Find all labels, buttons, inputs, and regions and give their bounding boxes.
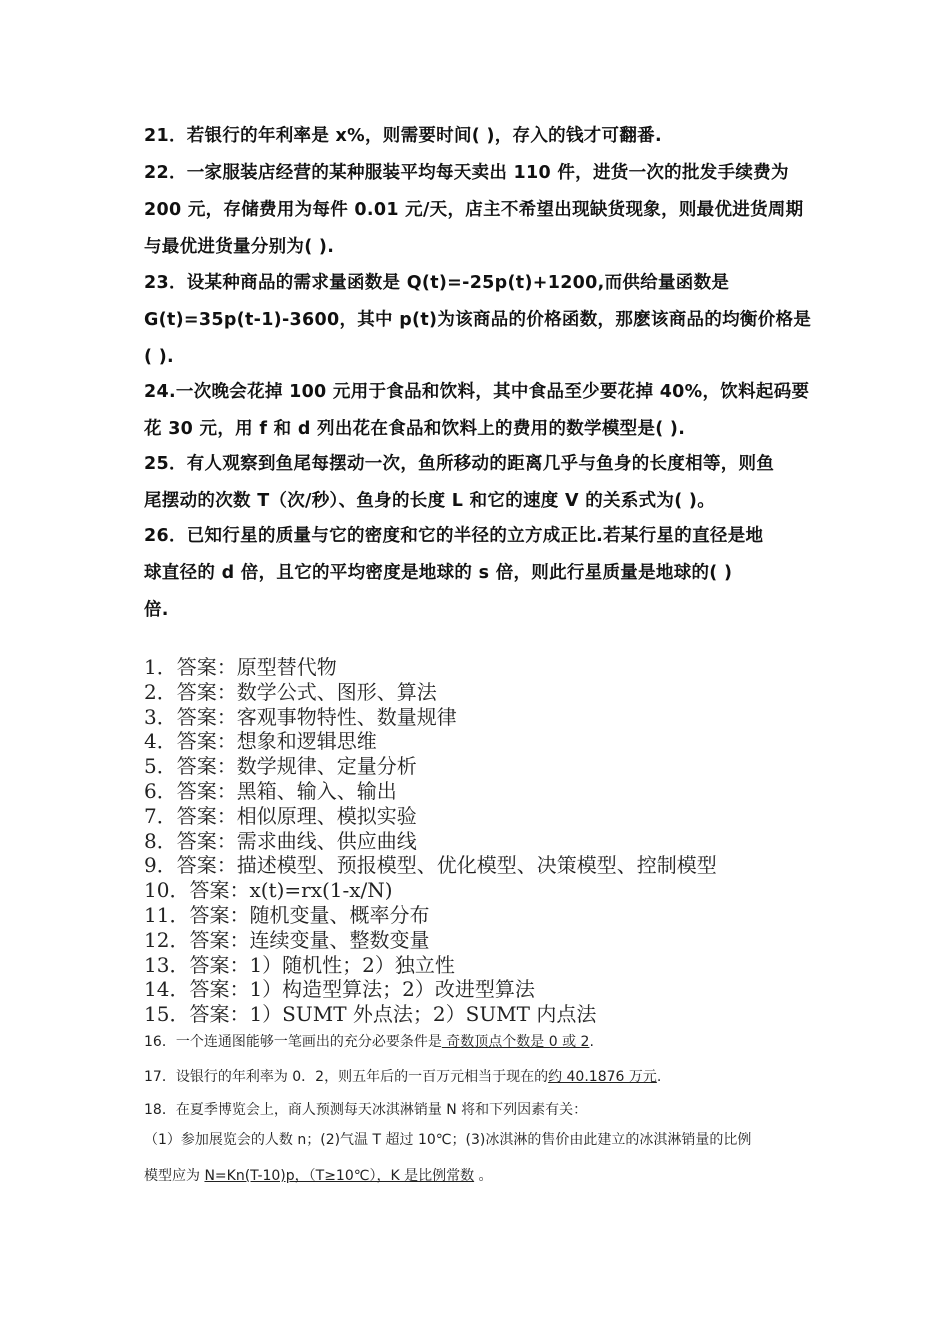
answer-item: 1．答案：原型替代物 — [144, 655, 337, 679]
answer-item: 10．答案：x(t)=rx(1-x/N) — [144, 878, 393, 903]
answer-18-line-2: （1）参加展览会的人数 n；(2)气温 T 超过 10℃；(3)冰淇淋的售价由此建立的冰淇淋销量的比例 — [144, 1132, 752, 1148]
answer-16-suffix: . — [589, 1034, 594, 1050]
question-22-line-3: 与最优进货量分别为( ). — [144, 237, 335, 257]
answer-17 — [144, 1066, 814, 1086]
answer-16-prefix: 16．一个连通图能够一笔画出的充分必要条件是 — [144, 1034, 442, 1050]
question-26-line-1: 26．已知行星的质量与它的密度和它的半径的立方成正比.若某行星的直径是地 — [144, 526, 764, 546]
answer-item: 11．答案：随机变量、概率分布 — [144, 902, 430, 927]
answer-item: 7．答案：相似原理、模拟实验 — [144, 803, 417, 828]
answer-item: 12．答案：连续变量、整数变量 — [144, 927, 430, 952]
answer-list — [144, 655, 717, 1027]
question-22-line-2: 200 元，存储费用为每件 0.01 元/天，店主不希望出现缺货现象，则最优进货周期 — [144, 200, 804, 220]
answer-item: 15．答案：1）SUMT 外点法；2）SUMT 内点法 — [144, 1002, 597, 1027]
answer-item: 4．答案：想象和逻辑思维 — [144, 729, 377, 754]
answer-18-prefix: 模型应为 — [144, 1168, 205, 1184]
answer-18-line-1: 18．在夏季博览会上，商人预测每天冰淇淋销量 N 将和下列因素有关： — [144, 1102, 588, 1118]
question-21-line-1: 21．若银行的年利率是 x%，则需要时间( )，存入的钱才可翻番. — [144, 126, 662, 146]
question-23-line-2: G(t)=35p(t-1)-3600，其中 p(t)为该商品的价格函数，那麽该商品的均衡价格是 — [144, 310, 812, 330]
answer-17-suffix: . — [656, 1069, 662, 1085]
answer-item: 6．答案：黑箱、输入、输出 — [144, 778, 397, 803]
question-25-line-1: 25．有人观察到鱼尾每摆动一次，鱼所移动的距离几乎与鱼身的长度相等，则鱼 — [144, 454, 775, 474]
answer-16-underlined: 奇数顶点个数是 0 或 2 — [441, 1034, 590, 1050]
question-22 — [144, 155, 814, 266]
answer-18 — [144, 1099, 814, 1185]
question-25-line-2: 尾摆动的次数 T（次/秒）、鱼身的长度 L 和它的速度 V 的关系式为( )。 — [144, 491, 716, 511]
answer-item: 9．答案：描述模型、预报模型、优化模型、决策模型、控制模型 — [144, 853, 717, 878]
question-24-line-1: 24.一次晚会花掉 100 元用于食品和饮料，其中食品至少要花掉 40%，饮料起码要 — [144, 382, 810, 402]
answer-item: 3．答案：客观事物特性、数量规律 — [144, 704, 457, 729]
question-26 — [144, 518, 814, 629]
answer-item: 8．答案：需求曲线、供应曲线 — [144, 828, 417, 853]
answer-item: 2．答案：数学公式、图形、算法 — [144, 679, 437, 704]
question-25 — [144, 446, 814, 520]
answer-17-underlined: 约 40.1876 万元 — [548, 1069, 657, 1085]
question-26-line-3: 倍. — [144, 600, 169, 620]
question-23 — [144, 265, 814, 376]
answer-17-prefix: 17．设银行的年利率为 0．2，则五年后的一百万元相当于现在的 — [144, 1069, 549, 1085]
answer-item: 13．答案：1）随机性；2）独立性 — [144, 952, 455, 977]
question-22-line-1: 22．一家服装店经营的某种服装平均每天卖出 110 件，进货一次的批发手续费为 — [144, 163, 789, 183]
question-23-line-3: ( ). — [144, 347, 174, 367]
answer-18-underlined: N=Kn(T-10)p，（T≥10℃），K 是比例常数 — [204, 1168, 475, 1184]
question-23-line-1: 23．设某种商品的需求量函数是 Q(t)=-25p(t)+1200,而供给量函数是 — [144, 273, 730, 293]
question-21 — [144, 118, 814, 155]
question-26-line-2: 球直径的 d 倍，且它的平均密度是地球的 s 倍，则此行星质量是地球的( ) — [144, 563, 733, 583]
question-24-line-2: 花 30 元，用 f 和 d 列出花在食品和饮料上的费用的数学模型是( ). — [144, 419, 686, 439]
answer-18-suffix: 。 — [474, 1168, 493, 1184]
answer-16 — [144, 1031, 814, 1051]
answer-item: 14．答案：1）构造型算法；2）改进型算法 — [144, 977, 535, 1002]
answer-item: 5．答案：数学规律、定量分析 — [144, 754, 417, 779]
question-24 — [144, 374, 814, 448]
